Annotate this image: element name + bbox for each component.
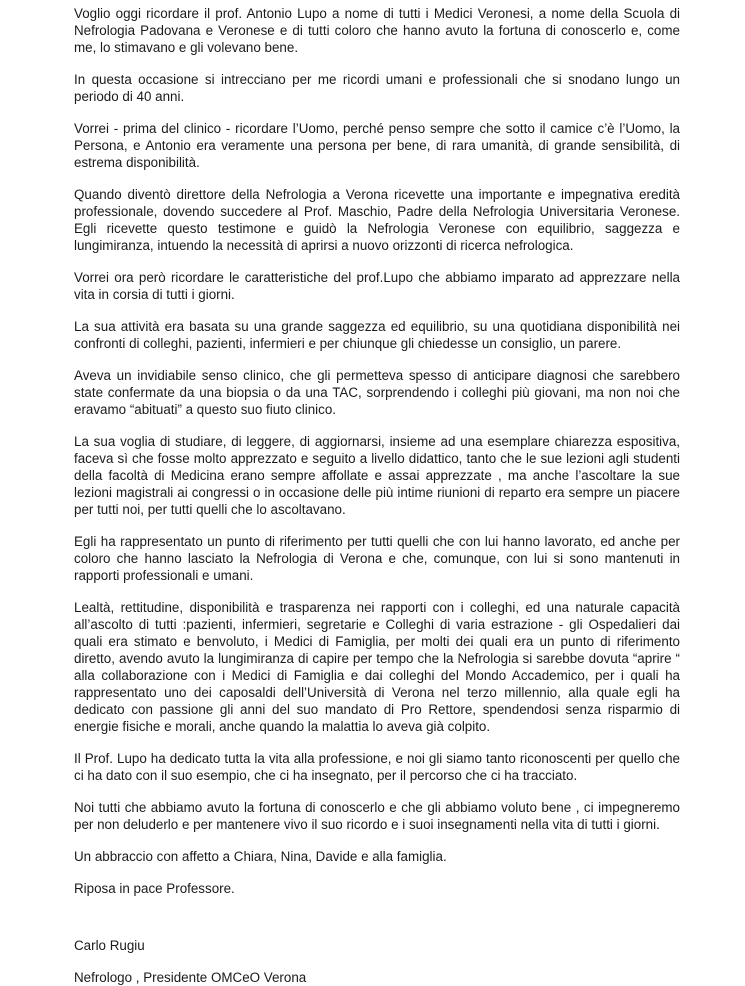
paragraph-5: Vorrei ora però ricordare le caratteristiche del prof.Lupo che abbiamo imparato ad apprezzare nella vita in corsia di tutti i giorni.: [74, 270, 680, 302]
paragraph-14: Riposa in pace Professore.: [74, 881, 235, 896]
paragraph-7: Aveva un invidiabile senso clinico, che gli permetteva spesso di anticipare diagnosi che sarebbero state confermate da una biopsia o da una TAC, sorprendendo i colleghi più giovani, ma non noi che eravamo “abituati” a questo suo fiuto clinico.: [74, 368, 680, 417]
paragraph-1: Voglio oggi ricordare il prof. Antonio Lupo a nome di tutti i Medici Veronesi, a nome della Scuola di Nefrologia Padovana e Veronese e di tutti coloro che hanno avuto la fortuna di conoscerlo e, come me, lo stimavano e gli volevano bene.: [74, 6, 680, 55]
paragraph-12: Noi tutti che abbiamo avuto la fortuna di conoscerlo e che gli abbiamo voluto bene , ci impegneremo per non deluderlo e per mantenere vivo il suo ricordo e i suoi insegnamenti nella vita di tutti i giorni.: [74, 800, 680, 832]
paragraph-11: Il Prof. Lupo ha dedicato tutta la vita alla professione, e noi gli siamo tanto riconoscenti per quello che ci ha dato con il suo esempio, che ci ha insegnato, per il percorso che ci ha tracciato.: [74, 751, 680, 783]
paragraph-9: Egli ha rappresentato un punto di riferimento per tutti quelli che con lui hanno lavorato, ed anche per coloro che hanno lasciato la Nefrologia di Verona e che, comunque, con lui si sono mantenuti in rapporti professionali e umani.: [74, 534, 680, 583]
paragraph-8: La sua voglia di studiare, di leggere, di aggiornarsi, insieme ad una esemplare chiarezza espositiva, faceva sì che fosse molto apprezzato e seguito a livello didattico, tanto che le sue lezioni agli studenti della facoltà di Medicina erano sempre affollate e assai apprezzate , ma anche l’ascoltare la sue lezioni magistrali ai congressi o in occasione delle più intime riunioni di reparto era sempre un piacere per tutti noi, per tutti quelli che lo ascoltavano.: [74, 434, 680, 517]
signature-spacer: [74, 912, 680, 937]
letter-body: [74, 5, 680, 986]
paragraph-13: Un abbraccio con affetto a Chiara, Nina, Davide e alla famiglia.: [74, 849, 447, 864]
paragraph-2: In questa occasione si intrecciano per me ricordi umani e professionali che si snodano lungo un periodo di 40 anni.: [74, 72, 680, 104]
paragraph-3: Vorrei - prima del clinico - ricordare l’Uomo, perché penso sempre che sotto il camice c’è l’Uomo, la Persona, e Antonio era veramente una persona per bene, di rara umanità, di grande sensibilità, di estrema disponibilità.: [74, 121, 680, 170]
paragraph-10: Lealtà, rettitudine, disponibilità e trasparenza nei rapporti con i colleghi, ed una naturale capacità all’ascolto di tutti :pazienti, infermieri, segretarie e Colleghi di varia estrazione - gli Ospedalieri dai quali era stimato e benvoluto, i Medici di Famiglia, per molti dei quali era un punto di riferimento diretto, avendo avuto la lungimiranza di capire per tempo che la Nefrologia si sarebbe dovuta “aprire “ alla collaborazione con i Medici di Famiglia e dai colleghi del Mondo Accademico, per i quali ha rappresentato uno dei caposaldi dell’Università di Verona nel terzo millennio, alla quale egli ha dedicato con passione gli anni del suo mandato di Pro Rettore, spendendosi senza risparmio di energie fisiche e morali, anche quando la malattia lo aveva già colpito.: [74, 600, 680, 734]
signature-role: Nefrologo , Presidente OMCeO Verona: [74, 970, 307, 985]
paragraph-4: Quando diventò direttore della Nefrologia a Verona ricevette una importante e impegnativa eredità professionale, dovendo succedere al Prof. Maschio, Padre della Nefrologia Universitaria Veronese. Egli ricevette questo testimone e guidò la Nefrologia Veronese con equilibrio, saggezza e lungimiranza, intuendo la necessità di aprirsi a nuovo orizzonti di ricerca nefrologica.: [74, 187, 680, 253]
signature-name: Carlo Rugiu: [74, 938, 145, 953]
paragraph-6: La sua attività era basata su una grande saggezza ed equilibrio, su una quotidiana disponibilità nei confronti di colleghi, pazienti, infermieri e per chiunque gli chiedesse un consiglio, un parere.: [74, 319, 680, 351]
